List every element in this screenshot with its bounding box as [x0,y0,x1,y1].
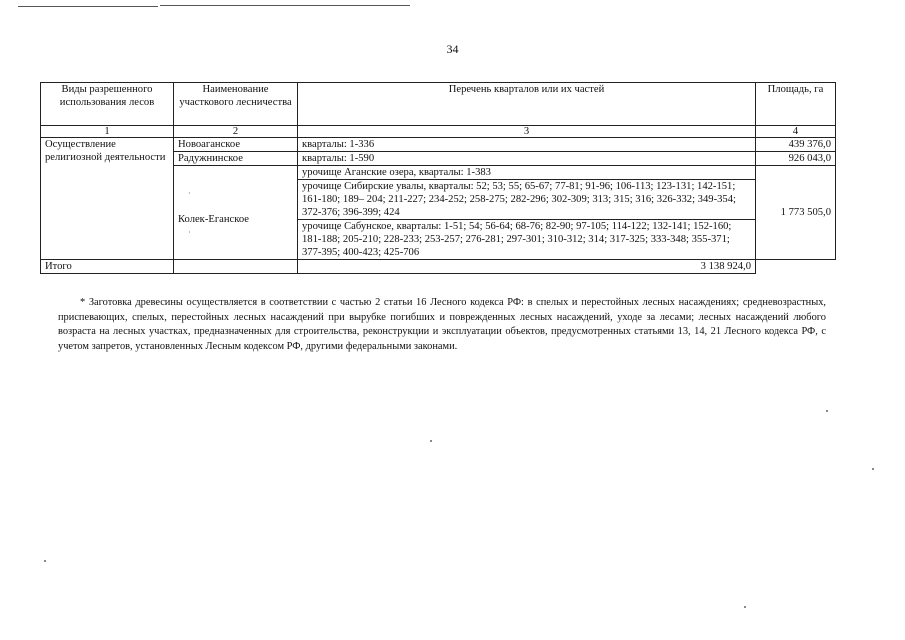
scan-speck [44,560,46,562]
quarters-cell: кварталы: 1-590 [298,152,756,166]
header-quarters: Перечень кварталов или их частей [298,83,756,126]
column-number: 2 [174,126,298,138]
forest-use-table [40,82,836,274]
area-cell: 439 376,0 [756,138,836,152]
column-number: 1 [41,126,174,138]
scan-speck [430,440,432,442]
scan-speck: · [188,227,191,237]
column-number: 3 [298,126,756,138]
quarters-cell: кварталы: 1-336 [298,138,756,152]
forestry-name: Колек-Еганское [178,213,249,225]
quarters-cell: урочище Аганские озера, кварталы: 1-383 [298,166,756,180]
quarters-cell: урочище Сибирские увалы, кварталы: 52; 53; 55; 65-67; 77-81; 91-96; 106-113; 123-131; 142-151; 161-180; 189– 204; 211-227; 234-252; 258-275; 282-296; 302-309; 313; 315; 316; 326-332; 349-354; 372-376; 396-399; 424 [298,180,756,220]
scan-speck [872,468,874,470]
table-header-row [41,83,836,126]
header-use-type: Виды разрешенного использования лесов [41,83,174,126]
forestry-name: Радужнинское [174,152,298,166]
column-number-row [41,126,836,138]
total-label: Итого [41,260,174,274]
scan-artifact-line [160,5,410,6]
use-type-cell: Осуществление религиозной деятельности [41,138,174,260]
page-number: 34 [446,42,459,56]
total-value: 3 138 924,0 [298,260,756,274]
table-row [41,138,836,152]
total-empty-cell [174,260,298,274]
area-cell: 926 043,0 [756,152,836,166]
scan-speck: · [188,188,191,198]
header-forestry: Наименование участкового лесничества [174,83,298,126]
forestry-name: Новоаганское [174,138,298,152]
scan-speck [744,606,746,608]
forestry-cell-kolek [174,166,298,260]
scan-speck [826,410,828,412]
column-number: 4 [756,126,836,138]
footnote: * Заготовка древесины осуществляется в соответствии с частью 2 статьи 16 Лесного кодекса РФ: в спелых и перестойных лесных насаждениях; средневозрастных, приспевающих, спелых, перестойных лесных насаждений при вырубке погибших и поврежденных лесных насаждений, уходе за лесами; лесных насаждений любого возраста на лесных участках, предназначенных для строительства, реконструкции и эксплуатации объектов, предусмотренных статьями 13, 14, 21 Лесного кодекса РФ, с учетом запретов, установленных Лесным кодексом РФ, другими федеральными законами. [58,297,826,352]
scan-artifact-line [18,6,158,7]
quarters-cell: урочище Сабунское, кварталы: 1-51; 54; 56-64; 68-76; 82-90; 97-105; 114-122; 132-141; 152-160; 181-188; 205-210; 228-233; 253-257; 276-281; 297-301; 310-312; 314; 317-325; 333-348; 355-371; 377-395; 400-423; 425-706 [298,220,756,260]
header-area: Площадь, га [756,83,836,126]
area-cell: 1 773 505,0 [756,166,836,260]
total-row [41,260,836,274]
